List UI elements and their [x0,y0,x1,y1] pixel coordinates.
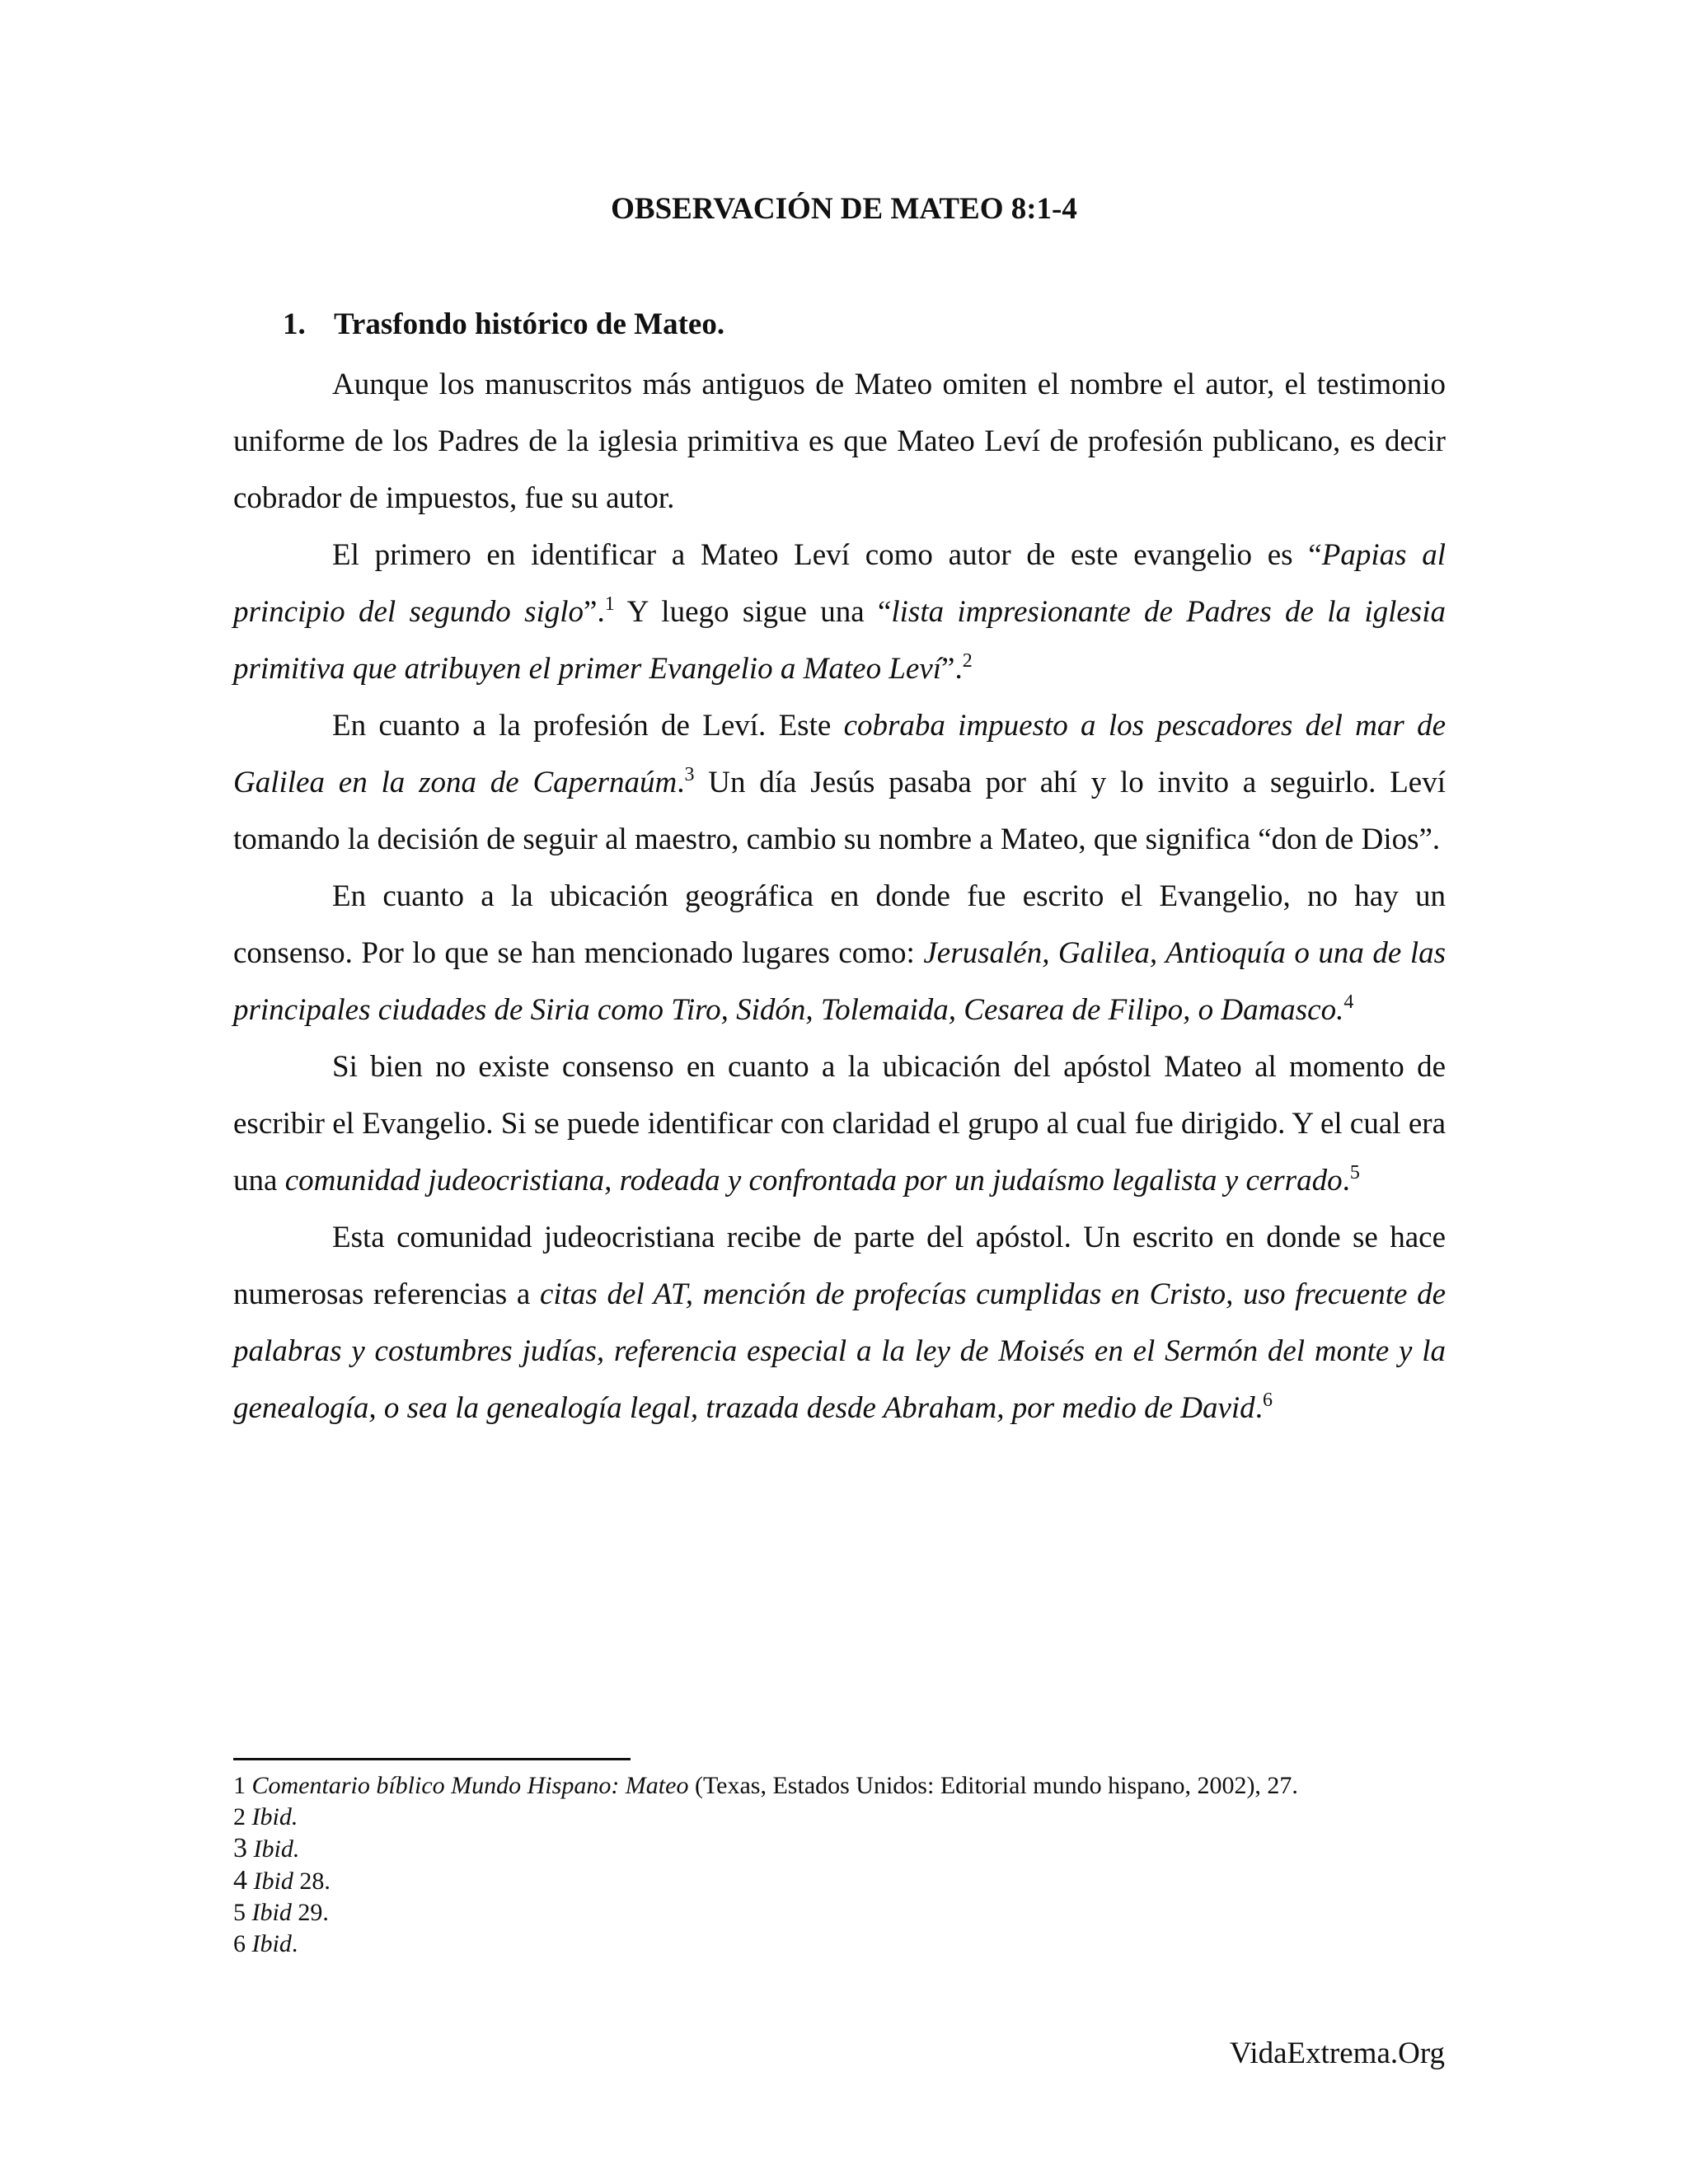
footnote-title: Ibid. [251,1803,298,1830]
footnote-number: 4 [233,1865,247,1896]
paragraph-3 [233,697,1446,868]
footnote-title: Ibid [251,1899,292,1926]
paragraph-6 [233,1209,1446,1436]
text-run: . [677,766,685,799]
footnote-number: 5 [233,1899,246,1926]
footnote-title: Ibid. [253,1835,300,1863]
footnote [233,1929,1470,1960]
text-run: Y luego sigue una “ [614,595,892,629]
footnote-ref-1: 1 [604,593,615,615]
text-run: . [1342,1164,1350,1197]
footnote-ref-6: 6 [1262,1390,1273,1411]
footnote-ref-3: 3 [684,764,695,785]
footnote [233,1833,1470,1865]
section-label: Trasfondo histórico de Mateo. [334,307,725,341]
paragraph-4 [233,868,1446,1038]
footnote-text: 29. [291,1899,329,1926]
footnote-title: Comentario bíblico Mundo Hispano: Mateo [251,1772,689,1799]
paragraph-1: Aunque los manuscritos más antiguos de Mateo omiten el nombre el autor, el testimonio uniforme de los Padres de la iglesia primitiva es que Mateo Leví de profesión publicano, es decir cobrador de impuestos, fue su autor. [233,368,1446,515]
page-title: OBSERVACIÓN DE MATEO 8:1-4 [611,192,1077,226]
italic-run: citas del AT, mención de profecías cumplidas en Cristo, uso frecuente de palabras y costumbres judías, referencia especial a la ley de Moisés en el Sermón del monte y la genealogía, o sea la genealogía legal, trazada desde Abraham, por medio de David [233,1277,1447,1425]
text-run: En cuanto a la profesión de Leví. Este [332,709,844,743]
footnote-ref-2: 2 [962,650,973,672]
paragraph-2 [233,527,1446,697]
footnote [233,1770,1470,1802]
footnote [233,1865,1470,1897]
italic-run: cobraba impuesto a los pescadores del mar de Galilea en la zona de Capernaúm [233,709,1446,799]
footnote-number: 1 [233,1772,246,1799]
text-run: El primero en identificar a Mateo Leví como autor de este evangelio es “ [332,538,1322,572]
text-run: Esta comunidad judeocristiana recibe de parte del apóstol. Un escrito en donde se hace numerosas referencias a [233,1221,1446,1311]
italic-run: Papias al principio del segundo siglo [233,538,1446,629]
italic-run: lista impresionante de Padres de la iglesia primitiva que atribuyen el primer Evangelio a Mateo Leví [233,595,1446,686]
text-run: Si bien no existe consenso en cuanto a la ubicación del apóstol Mateo al momento de escribir el Evangelio. Si se puede identificar con claridad el grupo al cual fue dirigido. Y el cual era una [233,1050,1446,1197]
footer-site-name: VidaExtrema.Org [1229,2036,1445,2070]
footnote-number: 3 [233,1833,247,1863]
footnote-separator [233,1758,631,1760]
italic-run: Jerusalén, Galilea, Antioquía o una de las principales ciudades de Siria como Tiro, Sidón, Tolemaida, Cesarea de Filipo, o Damasco. [233,936,1447,1027]
footnote-ref-5: 5 [1349,1162,1360,1183]
footnote-text: . [291,1930,298,1957]
footnote-title: Ibid [251,1930,292,1957]
footnote-number: 2 [233,1803,246,1830]
text-run: . [1254,1391,1263,1425]
footnote-title: Ibid [253,1868,293,1895]
footnote-text: (Texas, Estados Unidos: Editorial mundo hispano, 2002), 27. [688,1772,1298,1799]
footnote-number: 6 [233,1930,246,1957]
section-number: 1. [283,307,306,341]
italic-run: comunidad judeocristiana, rodeada y confrontada por un judaísmo legalista y cerrado [284,1164,1343,1197]
footnote-text: 28. [293,1868,331,1895]
text-run: ”. [584,595,605,629]
footnotes [233,1770,1470,1960]
section-heading [283,307,724,342]
footnote-ref-4: 4 [1343,991,1354,1013]
body-text [233,356,1446,1436]
text-run: ”. [941,652,963,686]
footnote [233,1802,1470,1833]
footnote [233,1897,1470,1929]
text-run: Un día Jesús pasaba por ahí y lo invito a seguirlo. Leví tomando la decisión de seguir al maestro, cambio su nombre a Mateo, que significa “don de Dios”. [233,766,1446,856]
text-run: En cuanto a la ubicación geográfica en donde fue escrito el Evangelio, no hay un consenso. Por lo que se han mencionado lugares como: [233,879,1446,970]
paragraph-5 [233,1038,1446,1209]
